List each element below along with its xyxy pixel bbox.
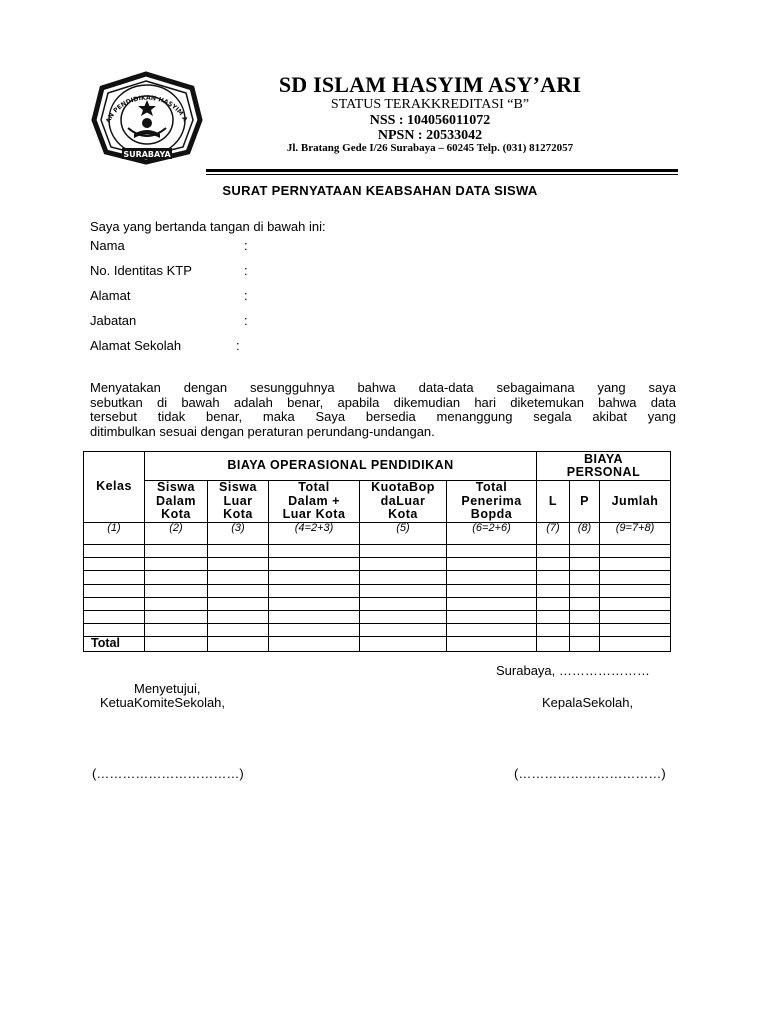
table-row — [84, 624, 671, 637]
school-address: Jl. Bratang Gede I/26 Surabaya – 60245 Telp. (031) 81272057 — [286, 142, 574, 154]
committee-signature-line: (……………………………) — [92, 766, 244, 781]
accreditation-status: STATUS TERAKKREDITASI “B” — [330, 97, 530, 112]
table-row — [84, 545, 671, 558]
col-number: (7) — [537, 523, 570, 545]
col-number: (4=2+3) — [269, 523, 360, 545]
field-label-alamat: Alamat — [90, 288, 131, 303]
table-row — [84, 584, 671, 597]
field-label-jabatan: Jabatan — [90, 313, 137, 328]
field-colon: : — [244, 263, 248, 278]
paragraph-line: Menyatakan dengan sesungguhnya bahwa data-data sebagaimana yang saya — [90, 380, 676, 395]
header-personal-line: BIAYA — [583, 451, 624, 466]
col-number: (1) — [84, 523, 145, 545]
col-number: (5) — [360, 523, 447, 545]
npsn-number: NPSN : 20533042 — [377, 128, 483, 143]
principal-label: KepalaSekolah, — [542, 695, 634, 710]
paragraph-line: ditimbulkan sesuai dengan peraturan perundang-undangan. — [90, 423, 435, 439]
nss-number: NSS : 104056011072 — [369, 113, 491, 128]
col-number: (2) — [145, 523, 208, 545]
committee-chair-label: KetuaKomiteSekolah, — [100, 695, 226, 710]
school-name: SD ISLAM HASYIM ASY’ARI — [278, 72, 582, 97]
field-colon: : — [244, 288, 248, 303]
total-row — [84, 637, 671, 652]
field-colon: : — [236, 338, 240, 353]
col-number: (8) — [570, 523, 600, 545]
table-row — [84, 571, 671, 584]
field-label-nama: Nama — [90, 238, 125, 253]
school-logo — [88, 68, 208, 166]
header-total-penerima: Total Penerima Bopda — [447, 481, 537, 523]
header-personal-group — [537, 452, 671, 481]
header-jumlah: Jumlah — [600, 481, 671, 523]
table-row — [84, 558, 671, 571]
field-colon: : — [244, 238, 248, 253]
header-siswa-luar-kota: Siswa Luar Kota — [208, 481, 269, 523]
paragraph-line: tersebut tidak benar, maka Saya bersedia menanggung segala akibat yang — [90, 409, 676, 425]
total-label: Total — [84, 637, 145, 652]
field-label-alamat-sekolah: Alamat Sekolah — [90, 338, 182, 353]
table-row — [84, 597, 671, 610]
header-personal-line: PERSONAL — [566, 465, 641, 479]
document-title: SURAT PERNYATAAN KEABSAHAN DATA SISWA — [222, 183, 538, 198]
header-siswa-dalam-kota: Siswa Dalam Kota — [145, 481, 208, 523]
header-l: L — [537, 481, 570, 523]
column-number-row — [84, 523, 671, 545]
header-bop-group: BIAYA OPERASIONAL PENDIDIKAN — [145, 452, 537, 481]
col-number: (9=7+8) — [600, 523, 671, 545]
principal-signature-line: (……………………………) — [514, 766, 666, 781]
approval-label: Menyetujui, — [134, 681, 201, 696]
col-number: (3) — [208, 523, 269, 545]
field-colon: : — [244, 313, 248, 328]
header-kuota-bop: KuotaBop daLuar Kota — [360, 481, 447, 523]
header-p: P — [570, 481, 600, 523]
paragraph-line: sebutkan di bawah adalah benar, apabila dikemudian hari diketemukan bahwa data — [90, 394, 676, 410]
col-number: (6=2+6) — [447, 523, 537, 545]
logo-arc-text: AN PENDIDIKAN HASYIM A — [104, 94, 189, 125]
header-rule-thin — [206, 174, 678, 175]
header-total-dalam-luar: Total Dalam + Luar Kota — [269, 481, 360, 523]
place-date: Surabaya, ………………… — [496, 663, 650, 678]
table-row — [84, 610, 671, 623]
field-label-ktp: No. Identitas KTP — [90, 263, 192, 278]
header-kelas: Kelas — [84, 452, 145, 523]
intro-text: Saya yang bertanda tangan di bawah ini: — [90, 219, 326, 234]
student-data-table — [83, 451, 671, 652]
logo-city-text: SURABAYA — [123, 150, 171, 159]
header-rule — [206, 169, 678, 172]
statement-paragraph — [90, 381, 676, 439]
